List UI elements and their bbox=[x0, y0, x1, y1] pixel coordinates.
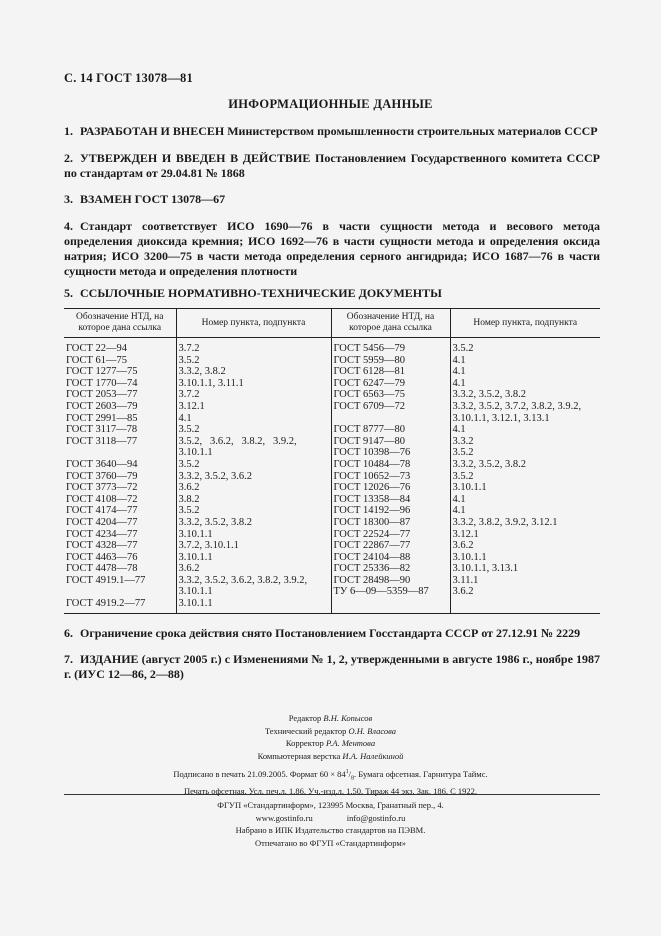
credit-line bbox=[0, 712, 661, 725]
clause-numbers-left: 3.5.2 bbox=[176, 505, 331, 517]
printed-note: Отпечатано во ФГУП «Стандартинформ» bbox=[254, 837, 407, 848]
clause-numbers-right: 4.1 bbox=[452, 493, 466, 505]
ntd-designation-right: ГОСТ 10484—78 bbox=[331, 459, 450, 471]
credit-role: Корректор bbox=[285, 738, 324, 748]
print-line-2: Печать офсетная. Усл. печ.л. 1,86. Уч.-изд.л. 1,50. Тираж 44 экз. Зак. 186. С 1922. bbox=[183, 786, 478, 797]
table-row bbox=[64, 447, 600, 459]
clause-numbers-left: 3.10.1.1, 3.11.1 bbox=[176, 378, 331, 390]
table-row bbox=[64, 598, 600, 613]
item-number: 1. bbox=[64, 124, 73, 138]
table-row bbox=[64, 552, 600, 564]
credit-name: В.Н. Копысов bbox=[323, 713, 373, 723]
ntd-designation-right: ГОСТ 18300—87 bbox=[331, 517, 450, 529]
clause-numbers-left: 3.3.2, 3.5.2, 3.6.2, 3.8.2, 3.9.2, bbox=[176, 575, 331, 587]
clause-numbers-right: 3.10.1.1, 3.12.1, 3.13.1 bbox=[452, 412, 550, 424]
clause-numbers-right: 3.6.2 bbox=[452, 540, 474, 552]
clause-numbers-left: 3.10.1.1 bbox=[176, 447, 331, 459]
credit-name: О.Н. Власова bbox=[348, 725, 397, 736]
table-row bbox=[64, 366, 600, 378]
credit-line bbox=[0, 725, 661, 738]
ntd-designation-left: ГОСТ 4204—77 bbox=[64, 517, 176, 529]
format-slash: / bbox=[348, 768, 352, 779]
table-row bbox=[64, 424, 600, 436]
credit-line bbox=[0, 750, 661, 763]
clause-numbers-left: 3.5.2, 3.6.2, 3.8.2, 3.9.2, bbox=[176, 436, 331, 448]
column-header: Номер пункта, подпункта bbox=[176, 309, 331, 338]
clause-numbers-left: 3.7.2, 3.10.1.1 bbox=[176, 540, 331, 552]
references-table bbox=[64, 308, 600, 614]
ntd-designation-right: ГОСТ 8777—80 bbox=[331, 424, 450, 436]
clause-numbers-right: 3.5.2 bbox=[452, 343, 474, 354]
ntd-designation-left bbox=[64, 586, 176, 598]
table-row bbox=[64, 389, 600, 401]
clause-numbers-right: 3.3.2, 3.5.2, 3.8.2 bbox=[452, 389, 526, 401]
ntd-designation-left: ГОСТ 1770—74 bbox=[64, 378, 176, 390]
item-number: 2. bbox=[64, 151, 73, 165]
ntd-designation-right: ГОСТ 22524—77 bbox=[331, 529, 450, 541]
table-header-row bbox=[64, 309, 600, 338]
ntd-designation-right: ГОСТ 6128—81 bbox=[331, 366, 450, 378]
info-item-5 bbox=[64, 286, 600, 301]
clause-numbers-right: 3.3.2 bbox=[452, 435, 474, 447]
credit-name: И.А. Налейкиной bbox=[342, 750, 404, 761]
print-line-1 bbox=[0, 766, 661, 785]
print-info bbox=[0, 766, 661, 798]
clause-numbers-right: 3.3.2, 3.5.2, 3.8.2 bbox=[452, 458, 526, 470]
ntd-designation-left: ГОСТ 3773—72 bbox=[64, 482, 176, 494]
clause-numbers-left: 3.10.1.1 bbox=[176, 552, 331, 564]
divider bbox=[64, 794, 600, 795]
clause-numbers-right: 4.1 bbox=[452, 505, 466, 517]
clause-numbers-right: 3.5.2 bbox=[452, 470, 474, 482]
clause-numbers-right: 3.5.2 bbox=[452, 447, 474, 459]
item-text: Стандарт соответствует ИСО 1690—76 в части сущности метода и весового метода определения диоксида кремния; ИСО 1692—76 в части сущности метода и определения оксида натрия; ИСО 3200—75 в части метода определения серного ангидрида; ИСО 1687—76 в части сущности метода и определения плотности bbox=[64, 219, 600, 278]
ntd-designation-right: ГОСТ 10652—73 bbox=[331, 471, 450, 483]
credit-role: Технический редактор bbox=[264, 725, 347, 736]
format-sup: 1 bbox=[345, 769, 349, 775]
ntd-designation-right: ГОСТ 9147—80 bbox=[331, 436, 450, 448]
ntd-designation-right: ГОСТ 14192—96 bbox=[331, 505, 450, 517]
credit-line bbox=[0, 737, 661, 750]
table-row bbox=[64, 413, 600, 425]
ntd-designation-right: ГОСТ 6247—79 bbox=[331, 378, 450, 390]
table-row bbox=[64, 436, 600, 448]
ntd-designation-left: ГОСТ 4174—77 bbox=[64, 505, 176, 517]
table-row bbox=[64, 471, 600, 483]
clause-numbers-left: 3.6.2 bbox=[176, 482, 331, 494]
clause-numbers-right: 3.3.2, 3.5.2, 3.7.2, 3.8.2, 3.9.2, bbox=[452, 400, 582, 412]
ntd-designation-left: ГОСТ 3760—79 bbox=[64, 471, 176, 483]
ntd-designation-left: ГОСТ 3640—94 bbox=[64, 459, 176, 471]
ntd-designation-right: ГОСТ 28498—90 bbox=[331, 575, 450, 587]
item-number: 7. bbox=[64, 652, 73, 666]
print-format-text: Подписано в печать 21.09.2005. Формат 60 × 84 bbox=[173, 768, 346, 779]
item-text: РАЗРАБОТАН И ВНЕСЕН Министерством промышленности строительных материалов СССР bbox=[80, 124, 598, 138]
ntd-designation-left: ГОСТ 61—75 bbox=[64, 355, 176, 367]
ntd-designation-left: ГОСТ 4919.1—77 bbox=[64, 575, 176, 587]
table-row bbox=[64, 355, 600, 367]
ntd-designation-left: ГОСТ 22—94 bbox=[64, 338, 176, 355]
publisher-info bbox=[0, 799, 661, 849]
clause-numbers-left: 3.8.2 bbox=[176, 494, 331, 506]
clause-numbers-right bbox=[450, 598, 600, 613]
clause-numbers-right: 4.1 bbox=[452, 366, 466, 378]
ntd-designation-left: ГОСТ 4463—76 bbox=[64, 552, 176, 564]
clause-numbers-right: 4.1 bbox=[452, 424, 466, 436]
clause-numbers-right: 3.12.1 bbox=[452, 528, 479, 540]
table-row bbox=[64, 482, 600, 494]
table-row bbox=[64, 459, 600, 471]
format-sub: 8 bbox=[351, 775, 355, 782]
credit-role: Редактор bbox=[288, 713, 322, 723]
credits-block bbox=[0, 712, 661, 762]
table-row bbox=[64, 529, 600, 541]
ntd-designation-right: ГОСТ 6709—72 bbox=[331, 401, 450, 413]
item-text: ИЗДАНИЕ (август 2005 г.) с Изменениями № 1, 2, утвержденными в августе 1986 г., ноябре 1987 г. (ИУС 12—86, 2—88) bbox=[64, 652, 600, 681]
ntd-designation-left: ГОСТ 2991—85 bbox=[64, 413, 176, 425]
clause-numbers-right: 3.6.2 bbox=[452, 586, 474, 598]
ntd-designation-left: ГОСТ 4108—72 bbox=[64, 494, 176, 506]
ntd-designation-left: ГОСТ 4328—77 bbox=[64, 540, 176, 552]
clause-numbers-left: 3.3.2, 3.8.2 bbox=[176, 366, 331, 378]
item-text: Ограничение срока действия снято Постановлением Госстандарта СССР от 27.12.91 № 2229 bbox=[80, 626, 581, 640]
ntd-designation-right: ГОСТ 5959—80 bbox=[331, 355, 450, 367]
publisher-contacts bbox=[0, 812, 661, 825]
ntd-designation-left: ГОСТ 3117—78 bbox=[64, 424, 176, 436]
ntd-designation-left bbox=[64, 447, 176, 459]
info-item-1 bbox=[64, 124, 600, 139]
item-text: УТВЕРЖДЕН И ВВЕДЕН В ДЕЙСТВИЕ Постановлением Государственного комитета СССР по стандартам от 29.04.81 № 1868 bbox=[64, 151, 600, 180]
ntd-designation-right: ГОСТ 25336—82 bbox=[331, 563, 450, 575]
table-row bbox=[64, 575, 600, 587]
ntd-designation-right bbox=[331, 598, 450, 613]
table-row bbox=[64, 586, 600, 598]
ntd-designation-right: ГОСТ 10398—76 bbox=[331, 447, 450, 459]
column-header: Обозначение НТД, на которое дана ссылка bbox=[64, 309, 176, 338]
table-body bbox=[64, 338, 600, 614]
column-header: Номер пункта, подпункта bbox=[450, 309, 600, 338]
print-paper-text: . Бумага офсетная. Гарнитура Таймс. bbox=[354, 768, 488, 779]
table-row bbox=[64, 378, 600, 390]
item-number: 3. bbox=[64, 192, 73, 206]
clause-numbers-left: 3.3.2, 3.5.2, 3.8.2 bbox=[176, 517, 331, 529]
ntd-designation-right: ТУ 6—09—5359—87 bbox=[331, 586, 450, 598]
info-item-4 bbox=[64, 219, 600, 279]
clause-numbers-right: 4.1 bbox=[452, 354, 466, 366]
table-row bbox=[64, 505, 600, 517]
ntd-designation-right bbox=[331, 413, 450, 425]
ntd-designation-left: ГОСТ 4919.2—77 bbox=[64, 598, 176, 613]
ntd-designation-right: ГОСТ 12026—76 bbox=[331, 482, 450, 494]
info-item-6 bbox=[64, 626, 600, 641]
ntd-designation-left: ГОСТ 2603—79 bbox=[64, 401, 176, 413]
clause-numbers-left: 3.12.1 bbox=[176, 401, 331, 413]
table-row bbox=[64, 517, 600, 529]
info-item-7 bbox=[64, 652, 600, 682]
clause-numbers-left: 4.1 bbox=[176, 413, 331, 425]
clause-numbers-left: 3.10.1.1 bbox=[176, 598, 331, 613]
clause-numbers-left: 3.10.1.1 bbox=[176, 586, 331, 598]
email-link[interactable]: info@gostinfo.ru bbox=[346, 812, 406, 823]
ntd-designation-right: ГОСТ 6563—75 bbox=[331, 389, 450, 401]
ntd-designation-left: ГОСТ 2053—77 bbox=[64, 389, 176, 401]
item-number: 6. bbox=[64, 626, 73, 640]
item-text: ВЗАМЕН ГОСТ 13078—67 bbox=[80, 192, 226, 206]
ntd-designation-right: ГОСТ 22867—77 bbox=[331, 540, 450, 552]
typeset-note: Набрано в ИПК Издательство стандартов на ПЭВМ. bbox=[235, 825, 426, 835]
ntd-designation-left: ГОСТ 1277—75 bbox=[64, 366, 176, 378]
table-row bbox=[64, 401, 600, 413]
clause-numbers-left: 3.5.2 bbox=[176, 424, 331, 436]
item-number: 4. bbox=[64, 219, 73, 233]
ntd-designation-right: ГОСТ 13358—84 bbox=[331, 494, 450, 506]
clause-numbers-right: 3.11.1 bbox=[452, 574, 479, 586]
table-row bbox=[64, 540, 600, 552]
ntd-designation-left: ГОСТ 4234—77 bbox=[64, 529, 176, 541]
item-text: ССЫЛОЧНЫЕ НОРМАТИВНО-ТЕХНИЧЕСКИЕ ДОКУМЕНТЫ bbox=[80, 286, 442, 300]
clause-numbers-left: 3.7.2 bbox=[176, 389, 331, 401]
ntd-designation-left: ГОСТ 3118—77 bbox=[64, 436, 176, 448]
website-link[interactable]: www.gostinfo.ru bbox=[255, 812, 313, 823]
ntd-designation-right: ГОСТ 5456—79 bbox=[331, 338, 450, 355]
ntd-designation-right: ГОСТ 24104—88 bbox=[331, 552, 450, 564]
clause-numbers-right: 3.3.2, 3.8.2, 3.9.2, 3.12.1 bbox=[452, 516, 558, 528]
clause-numbers-right: 3.10.1.1 bbox=[452, 482, 487, 494]
clause-numbers-right: 3.10.1.1 bbox=[452, 551, 487, 563]
clause-numbers-left: 3.5.2 bbox=[176, 355, 331, 367]
table-row bbox=[64, 494, 600, 506]
page-header: С. 14 ГОСТ 13078—81 bbox=[64, 71, 193, 85]
table-row bbox=[64, 338, 600, 355]
table-row bbox=[64, 563, 600, 575]
section-title: ИНФОРМАЦИОННЫЕ ДАННЫЕ bbox=[228, 97, 433, 111]
column-header: Обозначение НТД, на которое дана ссылка bbox=[331, 309, 450, 338]
ntd-designation-left: ГОСТ 4478—78 bbox=[64, 563, 176, 575]
clause-numbers-right: 4.1 bbox=[452, 377, 466, 389]
credit-role: Компьютерная верстка bbox=[257, 750, 341, 761]
clause-numbers-left: 3.3.2, 3.5.2, 3.6.2 bbox=[176, 471, 331, 483]
item-number: 5. bbox=[64, 286, 73, 300]
clause-numbers-right: 3.10.1.1, 3.13.1 bbox=[452, 563, 519, 575]
info-item-2 bbox=[64, 151, 600, 181]
clause-numbers-left: 3.7.2 bbox=[176, 338, 331, 355]
clause-numbers-left: 3.6.2 bbox=[176, 563, 331, 575]
clause-numbers-left: 3.5.2 bbox=[176, 459, 331, 471]
credit-name: Р.А. Ментова bbox=[325, 738, 376, 748]
clause-numbers-left: 3.10.1.1 bbox=[176, 529, 331, 541]
info-item-3 bbox=[64, 192, 600, 207]
publisher-address: ФГУП «Стандартинформ», 123995 Москва, Гранатный пер., 4. bbox=[217, 800, 444, 810]
